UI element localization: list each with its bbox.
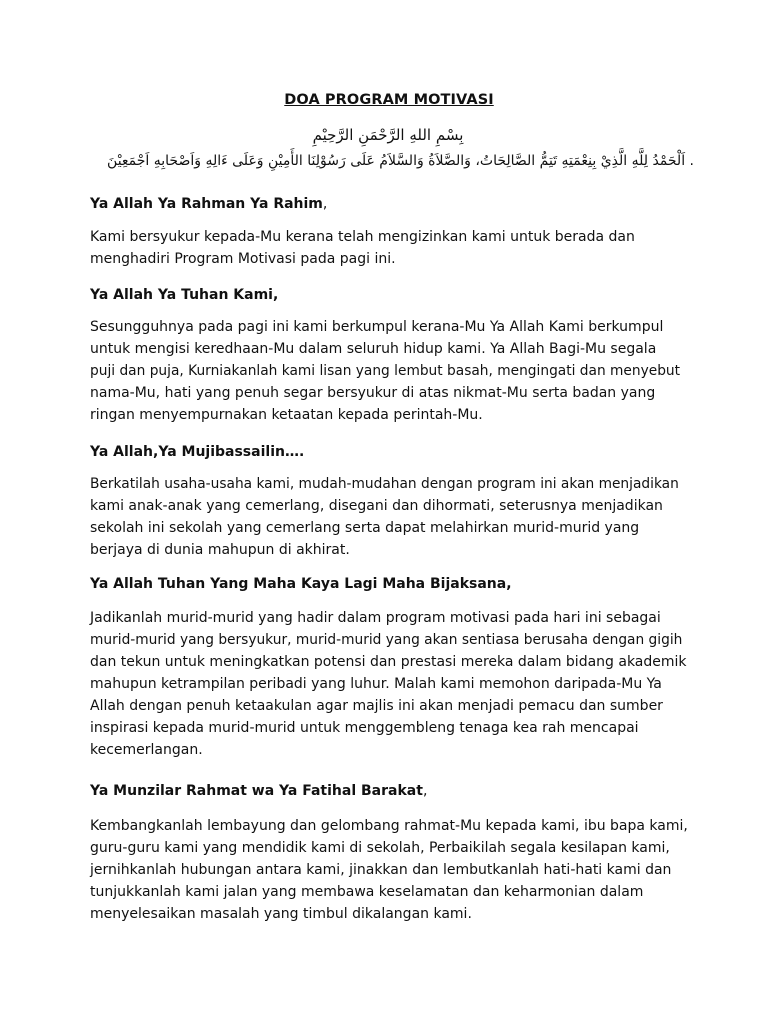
section-heading-text: Ya Allah,Ya Mujibassailin…. xyxy=(90,444,305,460)
paragraph-line: kecemerlangan. xyxy=(90,742,203,758)
bismillah-text: بِسْمِ اللهِ الرَّحْمَنِ الرَّحِيْمِ xyxy=(312,126,464,144)
section-heading-text: Ya Munzilar Rahmat wa Ya Fatihal Barakat xyxy=(90,783,423,799)
paragraph-line: tunjukkanlah kami jalan yang membawa keselamatan dan keharmonian dalam xyxy=(90,884,644,900)
section-heading xyxy=(90,193,327,215)
section-heading xyxy=(90,780,427,802)
section-paragraph xyxy=(90,473,688,561)
section-heading-suffix: , xyxy=(422,783,428,799)
section-paragraph xyxy=(90,226,688,270)
document-title: DOA PROGRAM MOTIVASI xyxy=(284,92,494,108)
paragraph-line: menghadiri Program Motivasi pada pagi ini. xyxy=(90,251,396,267)
section-heading-text: Ya Allah Ya Rahman Ya Rahim xyxy=(90,196,323,212)
paragraph-line: dan tekun untuk meningkatkan potensi dan prestasi mereka dalam bidang akademik xyxy=(90,654,687,670)
paragraph-line: jernihkanlah hubungan antara kami, jinakkan dan lembutkanlah hati-hati kami dan xyxy=(90,862,672,878)
section-heading xyxy=(90,441,304,463)
paragraph-line: nama-Mu, hati yang penuh segar bersyukur di atas nikmat-Mu serta badan yang xyxy=(90,385,656,401)
section-heading xyxy=(90,284,278,306)
paragraph-line: kami anak-anak yang cemerlang, disegani dan dihormati, seterusnya menjadikan xyxy=(90,498,663,514)
section-paragraph xyxy=(90,607,688,761)
paragraph-line: ringan menyempurnakan ketaatan kepada perintah-Mu. xyxy=(90,407,483,423)
paragraph-line: untuk mengisi keredhaan-Mu dalam seluruh hidup kami. Ya Allah Bagi-Mu segala xyxy=(90,341,657,357)
paragraph-line: Kami bersyukur kepada-Mu kerana telah mengizinkan kami untuk berada dan xyxy=(90,229,635,245)
paragraph-line: murid-murid yang bersyukur, murid-murid yang akan sentiasa berusaha dengan gigih xyxy=(90,632,683,648)
paragraph-line: mahupun ketrampilan peribadi yang luhur. Malah kami memohon daripada-Mu Ya xyxy=(90,676,662,692)
paragraph-line: puji dan puja, Kurniakanlah kami lisan yang lembut basah, mengingati dan menyebut xyxy=(90,363,681,379)
paragraph-line: berjaya di dunia mahupun di akhirat. xyxy=(90,542,350,558)
opening-praise-text: . اَلْحَمْدُ لِلَّهِ الَّذِيْ بِنِعْمَتِهِ تَتِمُّ الصَّالِحَاتُ، وَالصَّلاَةُ وَالسَّلاَمُ عَلَى رَسُوْلِنَا الأَمِيْنِ وَعَلَى ءَالِهِ وَاَصْحَابِهِ اَجْمَعِيْنَ xyxy=(107,153,694,169)
paragraph-line: Jadikanlah murid-murid yang hadir dalam program motivasi pada hari ini sebagai xyxy=(90,610,661,626)
paragraph-line: menyelesaikan masalah yang timbul dikalangan kami. xyxy=(90,906,472,922)
paragraph-line: guru-guru kami yang mendidik kami di sekolah, Perbaikilah segala kesilapan kami, xyxy=(90,840,670,856)
section-heading xyxy=(90,573,512,595)
section-paragraph xyxy=(90,316,688,426)
paragraph-line: Berkatilah usaha-usaha kami, mudah-mudahan dengan program ini akan menjadikan xyxy=(90,476,679,492)
paragraph-line: Allah dengan penuh ketaakulan agar majlis ini akan menjadi pemacu dan sumber xyxy=(90,698,663,714)
paragraph-line: sekolah ini sekolah yang cemerlang serta dapat melahirkan murid-murid yang xyxy=(90,520,640,536)
paragraph-line: Kembangkanlah lembayung dan gelombang rahmat-Mu kepada kami, ibu bapa kami, xyxy=(90,818,688,834)
section-heading-suffix: , xyxy=(322,196,328,212)
paragraph-line: Sesungguhnya pada pagi ini kami berkumpul kerana-Mu Ya Allah Kami berkumpul xyxy=(90,319,664,335)
section-paragraph xyxy=(90,815,688,925)
section-heading-text: Ya Allah Ya Tuhan Kami, xyxy=(90,287,279,303)
section-heading-text: Ya Allah Tuhan Yang Maha Kaya Lagi Maha Bijaksana, xyxy=(90,576,512,592)
paragraph-line: inspirasi kepada murid-murid untuk menggembleng tenaga kea rah mencapai xyxy=(90,720,639,736)
